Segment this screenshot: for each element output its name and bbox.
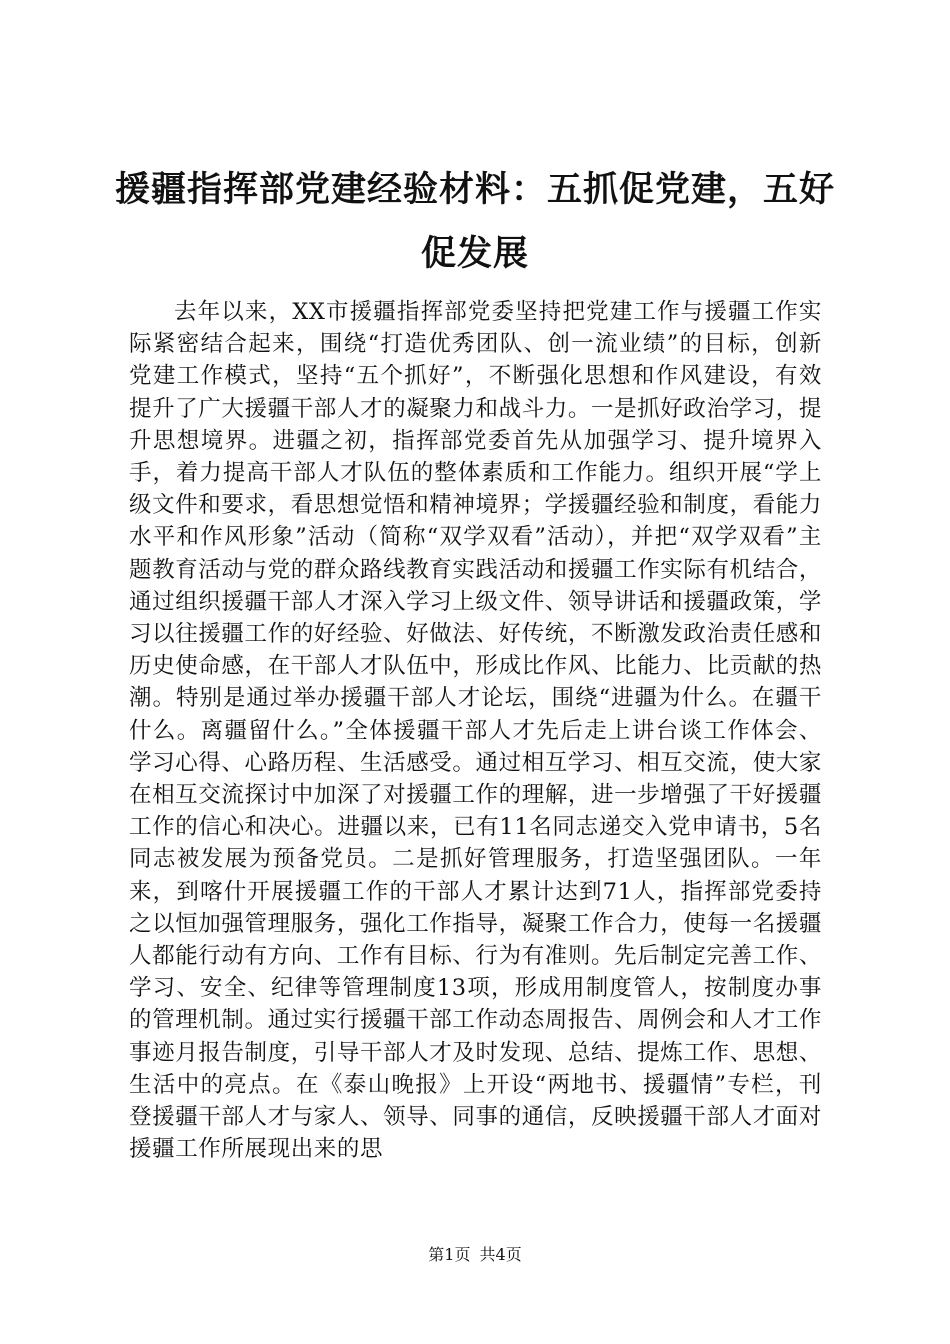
document-title: 援疆指挥部党建经验材料：五抓促党建，五好促发展 [114, 169, 835, 274]
page-footer [0, 1244, 950, 1266]
page-number: 第1页 [428, 1245, 471, 1264]
page-total: 共4页 [479, 1245, 522, 1264]
document-body: 去年以来，XX市援疆指挥部党委坚持把党建工作与援疆工作实际紧密结合起来，围绕“打造优秀团队、创一流业绩”的目标，创新党建工作模式，坚持“五个抓好”，不断强化思想和作风建设，有效提升了广大援疆干部人才的凝聚力和战斗力。一是抓好政治学习，提升思想境界。进疆之初，指挥部党委首先从加强学习、提升境界入手，着力提高干部人才队伍的整体素质和工作能力。组织开展“学上级文件和要求，看思想觉悟和精神境界；学援疆经验和制度，看能力水平和作风形象”活动（简称“双学双看”活动），并把“双学双看”主题教育活动与党的群众路线教育实践活动和援疆工作实际有机结合，通过组织援疆干部人才深入学习上级文件、领导讲话和援疆政策，学习以往援疆工作的好经验、好做法、好传统，不断激发政治责任感和历史使命感，在干部人才队伍中，形成比作风、比能力、比贡献的热潮。特别是通过举办援疆干部人才论坛，围绕“进疆为什么。在疆干什么。离疆留什么。”全体援疆干部人才先后走上讲台谈工作体会、学习心得、心路历程、生活感受。通过相互学习、相互交流，使大家在相互交流探讨中加深了对援疆工作的理解，进一步增强了干好援疆工作的信心和决心。进疆以来，已有11名同志递交入党申请书，5名同志被发展为预备党员。二是抓好管理服务，打造坚强团队。一年来，到喀什开展援疆工作的干部人才累计达到71人，指挥部党委持之以恒加强管理服务，强化工作指导，凝聚工作合力，使每一名援疆人都能行动有方向、工作有目标、行为有准则。先后制定完善工作、学习、安全、纪律等管理制度13项，形成用制度管人，按制度办事的管理机制。通过实行援疆干部工作动态周报告、周例会和人才工作事迹月报告制度，引导干部人才及时发现、总结、提炼工作、思想、生活中的亮点。在《泰山晚报》上开设“两地书、援疆情”专栏，刊登援疆干部人才与家人、领导、同事的通信，反映援疆干部人才面对援疆工作所展现出来的思 [129, 299, 823, 1163]
